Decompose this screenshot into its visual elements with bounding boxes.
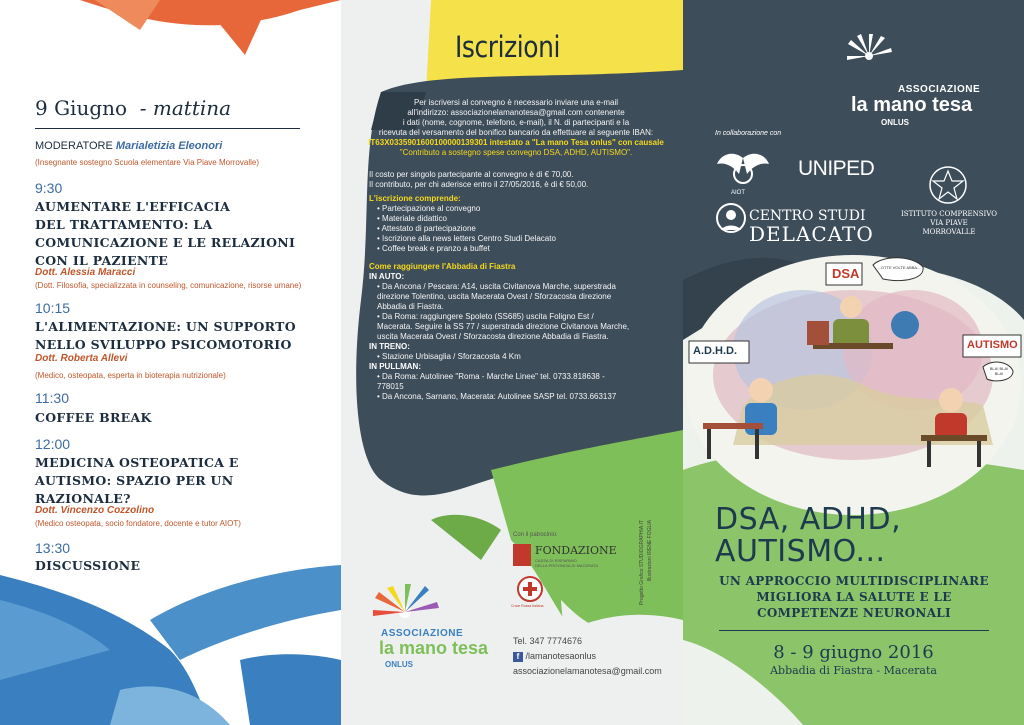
main-title-line2: AUTISMO... (715, 534, 886, 569)
graphic-credits: Progetto Grafico STUDIOGRAPHIA.IT (639, 520, 645, 606)
logo-association: ASSOCIAZIONE (898, 84, 981, 95)
day-heading: 9 Giugno - mattina (35, 96, 232, 120)
registration-intro: Per iscriversi al convegno è necessario inviare una e-mail all'indirizzo: associazionelamanotesa@gmail.com contenente i dati (nome, cognome, telefono, e-mail), il N. di partecipanti e la ricevuta del versamento del bonifico bancario da effettuare al seguente IBAN: IT63X0335901600100000139301 intestato a "La mano Tesa onlus" con causale "Contributo a sostegno spese convegno DSA, ADHD, AUTISMO". (368, 98, 664, 157)
red-cross-icon (517, 576, 543, 602)
aiot-label: AIOT (731, 190, 746, 196)
session-speaker: Dott. Vincenzo Cozzolino (35, 505, 155, 516)
session-title: AUMENTARE L'EFFICACIA DEL TRATTAMENTO: LA COMUNICAZIONE E LE RELAZIONI CON IL PAZIENTE (35, 199, 296, 268)
fondazione-logo-icon (513, 544, 531, 566)
fondazione-name: FONDAZIONE (535, 544, 617, 557)
session-time: 9:30 (35, 180, 63, 196)
speech-bubble: BLA! BLA! BLA! (989, 366, 1009, 376)
delacato-logo-icon (715, 198, 747, 240)
logo-onlus: ONLUS (385, 660, 413, 669)
moderator-note: (Insegnante sostegno Scuola elementare Via Piave Morrovalle) (35, 158, 259, 167)
delacato-name-line2: DELACATO (749, 222, 874, 246)
registration-title: Iscrizioni (455, 30, 560, 64)
facebook-link[interactable]: f /lamanotesaonlus (513, 651, 596, 662)
divider (719, 630, 989, 631)
session-speaker: Dott. Roberta Allevi (35, 353, 128, 364)
aiot-logo-icon (715, 150, 771, 192)
speech-bubble: ...OTTE VOLTE ABBA... (877, 265, 921, 270)
moderator: MODERATORE Marialetizia Eleonori (35, 140, 223, 152)
session-note: (Medico, osteopata, esperta in bioterapia nutrizionale) (35, 371, 226, 380)
divider (35, 128, 300, 129)
collaboration-label: In collaborazione con (715, 130, 782, 137)
event-venue: Abbadia di Fiastra - Macerata (770, 664, 937, 677)
includes-section: L'iscrizione comprende: • Partecipazione al convegno • Materiale didattico • Attestato di partecipazione • Iscrizione alla news letters Centro Studi Delacato • Coffee break e pranzo a buffet (369, 194, 669, 254)
patronage-label: Con il patrocinio: (513, 532, 558, 538)
logo-name: la mano tesa (851, 94, 973, 116)
session-title: COFFEE BREAK (35, 410, 152, 425)
session-title: L'ALIMENTAZIONE: UN SUPPORTO NELLO SVILUPPO PSICOMOTORIO (35, 319, 296, 352)
session-time: 12:00 (35, 436, 71, 452)
session-speaker: Dott. Alessia Maracci (35, 267, 136, 278)
adhd-sign: A.D.H.D. (693, 345, 737, 357)
hands-logo-icon (369, 584, 441, 632)
illustration-credits: Illustrazioni IRENE FOGLIA (647, 520, 653, 582)
republic-emblem-icon (927, 164, 969, 206)
email-link[interactable]: associazionelamanotesa@gmail.com (513, 666, 662, 676)
phone: Tel. 347 7774676 (513, 636, 583, 646)
delacato-name-line1: CENTRO STUDI (749, 208, 866, 224)
logo-name: la mano tesa (379, 638, 489, 658)
children-illustration (683, 255, 1024, 500)
session-time: 10:15 (35, 300, 71, 316)
dsa-sign: DSA (832, 266, 860, 281)
session-time: 11:30 (35, 390, 69, 406)
uniped-logo: UNIPED (798, 157, 875, 180)
event-dates: 8 - 9 giugno 2016 (773, 642, 934, 663)
session-note: (Medico osteopata, socio fondatore, docente e tutor AIOT) (35, 519, 241, 528)
registration-cost: Il costo per singolo partecipante al convegno è di € 70,00. Il contributo, per chi aderisce entro il 27/05/2016, è di € 50,00. (369, 170, 589, 189)
program-panel (0, 0, 341, 725)
session-title: MEDICINA OSTEOPATICA E AUTISMO: SPAZIO PER UN RAZIONALE? (35, 455, 239, 506)
logo-association: ASSOCIAZIONE (381, 628, 464, 639)
hands-logo-icon (845, 34, 893, 74)
facebook-icon: f (513, 652, 523, 662)
directions-section: Come raggiungere l'Abbadia di Fiastra IN AUTO: • Da Ancona / Pescara: A14, uscita Civitanova Marche, superstrada direzione Tolentino, uscita Macerata Ovest / Sforzacosta direzione Abbadia di Fiastra. • Da Roma: raggiungere Spoleto (SS685) uscita Foligno Est / Macerata. Seguire la SS 77 / superstrada direzione Civitanova Marche, uscita Macerata Ovest / Sforzacosta direzione Abbadia di Fiastra. IN TRENO: • Stazione Urbisaglia / Sforzacosta 4 Km IN PULLMAN: • Da Roma: Autolinee "Roma - Marche Linee" tel. 0733.818638 - 778015 • Da Ancona, Sarnano, Macerata: Autolinee SASP tel. 0733.663137 (369, 262, 631, 402)
logo-onlus: ONLUS (881, 118, 909, 127)
registration-panel (341, 0, 683, 725)
cover-panel (683, 0, 1024, 725)
session-note: (Dott. Filosofia, specializzata in counseling, comunicazione, risorse umane) (35, 281, 302, 290)
session-time: 13:30 (35, 540, 71, 556)
institute-name: ISTITUTO COMPRENSIVO VIA PIAVE MORROVALLE (901, 210, 997, 236)
main-title-line1: DSA, ADHD, (715, 502, 902, 537)
red-cross-label: Croce Rossa Italiana (511, 604, 544, 608)
fondazione-sub: CASSA DI RISPARMIO DELLA PROVINCIA DI MACERATA (535, 558, 599, 568)
session-title: DISCUSSIONE (35, 558, 141, 573)
subtitle: UN APPROCCIO MULTIDISCIPLINARE MIGLIORA LA SALUTE E LE COMPETENZE NEURONALI (719, 574, 989, 620)
autismo-sign: AUTISMO (967, 339, 1018, 351)
